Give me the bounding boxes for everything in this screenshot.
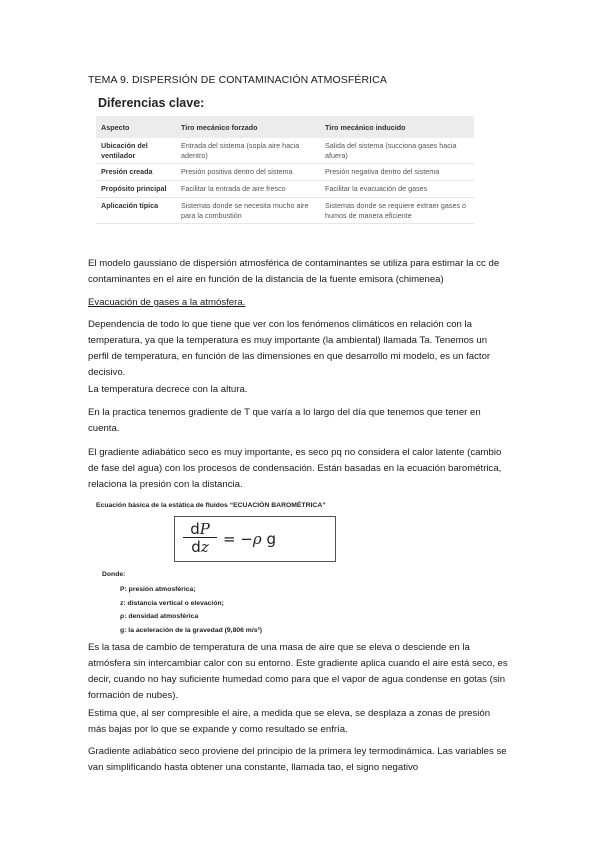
definition-item: P: presión atmosférica; <box>120 586 196 593</box>
table-header-cell: Aspecto <box>96 116 176 138</box>
table-header-cell: Tiro mecánico inducido <box>320 116 474 138</box>
table-cell-aspect: Propósito principal <box>96 181 176 198</box>
key-differences-table <box>96 116 474 224</box>
table-cell: Facilitar la entrada de aire fresco <box>176 181 320 198</box>
definition-item: g: la aceleración de la gravedad (9,806 m/s²) <box>120 626 263 634</box>
equation-fraction <box>183 521 217 556</box>
table-cell-aspect: Presión creada <box>96 164 176 181</box>
paragraph-gradient-variation: En la practica tenemos gradiente de T que varía a lo largo del día que tenemos que tener en cuenta. <box>88 407 481 434</box>
paragraph-temperature-decrease: La temperatura decrece con la altura. <box>88 384 248 395</box>
table-cell: Entrada del sistema (sopla aire hacia adentro) <box>176 138 320 164</box>
table-header-row <box>96 116 474 138</box>
table-header-cell: Tiro mecánico forzado <box>176 116 320 138</box>
paragraph-gaussian-model: El modelo gaussiano de dispersión atmosférica de contaminantes se utiliza para estimar la cc de contaminantes en el aire en función de la distancia de la fuente emisora (chimenea) <box>88 258 500 285</box>
section-heading-evacuation: Evacuación de gases a la atmósfera. <box>88 297 246 308</box>
table-cell: Sistemas donde se necesita mucho aire para la combustión <box>176 197 320 223</box>
equation-caption: Ecuación básica de la estática de fluidos “ECUACIÓN BAROMÉTRICA” <box>96 502 326 509</box>
fraction-denominator: dz <box>191 538 209 556</box>
table-row <box>96 197 474 223</box>
table-cell: Facilitar la evacuación de gases <box>320 181 474 198</box>
document-title: TEMA 9. DISPERSIÓN DE CONTAMINACIÓN ATMOSFÉRICA <box>88 74 387 86</box>
table-cell: Salida del sistema (succiona gases hacia afuera) <box>320 138 474 164</box>
donde-label: Donde: <box>102 571 126 578</box>
paragraph-air-expansion: Estima que, al ser compresible el aire, a medida que se eleva, se desplaza a zonas de presión más bajas por lo que se expande y como resultado se enfría. <box>88 708 491 735</box>
definition-item: z: distancia vertical o elevación; <box>120 599 224 607</box>
paragraph-temperature-dependence: Dependencia de todo lo que tiene que ver con los fenómenos climáticos en relación con la temperatura, ya que la temperatura es muy importante (la ambiental) llamada Ta. Tenemos un perfil de temperatura, en función de las dimensiones en que desarrollo mi modelo, es un factor decisivo. <box>88 319 491 378</box>
equation-rhs: = −ρ g <box>223 530 277 548</box>
table-row <box>96 164 474 181</box>
table-row <box>96 181 474 198</box>
table-cell: Presión positiva dentro del sistema <box>176 164 320 181</box>
paragraph-first-law: Gradiente adiabático seco proviene del principio de la primera ley termodinámica. Las variables se van simplificando hasta obtener una constante, llamada tao, el signo negativo <box>88 746 507 773</box>
paragraph-dry-adiabatic: El gradiente adiabático seco es muy importante, es seco pq no considera el calor latente (cambio de fase del agua) con los procesos de condensación. Están basadas en la ecuación barométrica, relaciona la presión con la distancia. <box>88 447 502 490</box>
definition-item: ρ: densidad atmosférica <box>120 613 199 620</box>
fraction-numerator: dP <box>183 521 217 538</box>
table-cell-aspect: Ubicación del ventilador <box>96 138 176 164</box>
equation-definitions <box>120 583 262 637</box>
equation-box <box>174 516 336 562</box>
table-cell-aspect: Aplicación típica <box>96 197 176 223</box>
table-row <box>96 138 474 164</box>
key-differences-figure <box>96 96 476 240</box>
table-cell: Sistemas donde se requiere extraer gases o humos de manera eficiente <box>320 197 474 223</box>
paragraph-lapse-rate-definition: Es la tasa de cambio de temperatura de una masa de aire que se eleva o desciende en la atmósfera sin intercambiar calor con su entorno. Este gradiente aplica cuando el aire está seco, es decir, cuando no hay suficiente humedad como para que el vapor de agua condense en gotas (sin formación de nubes). <box>88 642 508 701</box>
barometric-equation-figure <box>96 499 396 639</box>
key-differences-heading: Diferencias clave: <box>98 96 205 110</box>
table-cell: Presión negativa dentro del sistema <box>320 164 474 181</box>
